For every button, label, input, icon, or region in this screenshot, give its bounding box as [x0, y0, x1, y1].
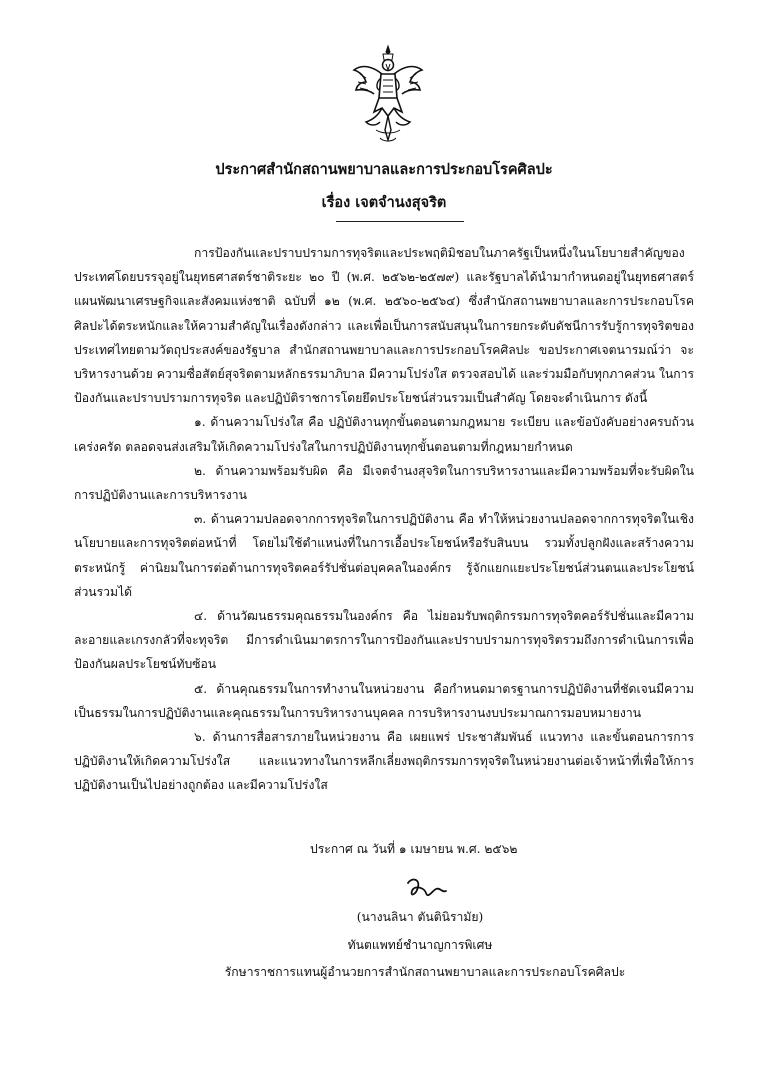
- item-accountability: ๒. ด้านความพร้อมรับผิด คือ มีเจตจำนงสุจริตในการบริหารงานและมีความพร้อมที่จะรับผิดในการปฏิบัติงานและการบริหารงาน: [74, 463, 694, 503]
- announcement-title: ประกาศสำนักสถานพยาบาลและการประกอบโรคศิลปะ: [215, 161, 553, 178]
- announcement-body: [74, 241, 694, 798]
- announcement-date: ประกาศ ณ วันที่ ๑ เมษายน พ.ศ. ๒๕๖๒: [310, 842, 518, 856]
- title-underline: [336, 221, 464, 222]
- signatory-acting-for: รักษาราชการแทนผู้อำนวยการสำนักสถานพยาบาลและการประกอบโรคศิลปะ: [224, 965, 626, 979]
- signatory-name: (นางนลินา ตันตินิรามัย): [356, 910, 484, 924]
- item-transparency: ๑. ด้านความโปร่งใส คือ ปฏิบัติงานทุกขั้นตอนตามกฎหมาย ระเบียบ และข้อบังคับอย่างครบถ้วน เคร่งครัด ตลอดจนส่งเสริมให้เกิดความโปร่งใสในการปฏิบัติงานทุกขั้นตอนตามที่กฎหมายกำหนด: [74, 415, 694, 454]
- item-integrity-culture: ๔. ด้านวัฒนธรรมคุณธรรมในองค์กร คือ ไม่ยอมรับพฤติกรรมการทุจริตคอร์รัปชั่นและมีความละอายและเกรงกลัวที่จะทุจริต มีการดำเนินมาตรการในการป้องกันและปราบปรามการทุจริตรวมถึงการดำเนินการเพื่อป้องกันผลประโยชน์ทับซ้อน: [74, 609, 694, 672]
- announcement-subject: เรื่อง เจตจำนงสุจริต: [321, 194, 447, 211]
- handwritten-signature: [402, 873, 462, 907]
- item-work-integrity: ๕. ด้านคุณธรรมในการทำงานในหน่วยงาน คือกำหนดมาตรฐานการปฏิบัติงานที่ชัดเจนมีความเป็นธรรมในการปฏิบัติงานและคุณธรรมในการบริหารงานบุคคล การบริหารงานงบประมาณการมอบหมายงาน: [74, 681, 694, 720]
- intro-paragraph: การป้องกันและปราบปรามการทุจริตและประพฤติมิชอบในภาครัฐเป็นหนึ่งในนโยบายสำคัญของประเทศโดยบรรจุอยู่ในยุทธศาสตร์ชาติระยะ ๒๐ ปี (พ.ศ. ๒๕๖๒-๒๕๗๙) และรัฐบาลได้นำมากำหนดอยู่ในยุทธศาสตร์แผนพัฒนาเศรษฐกิจและสังคมแห่งชาติ ฉบับที่ ๑๒ (พ.ศ. ๒๕๖๐-๒๕๖๔) ซึ่งสำนักสถานพยาบาลและการประกอบโรคศิลปะได้ตระหนักและให้ความสำคัญในเรื่องดังกล่าว และเพื่อเป็นการสนับสนุนในการยกระดับดัชนีการรับรู้การทุจริตของประเทศไทยตามวัตถุประสงค์ของรัฐบาล สำนักสถานพยาบาลและการประกอบโรคศิลปะ ขอประกาศเจตนารมณ์ว่า จะบริหารงานด้วย ความซื่อสัตย์สุจริตตามหลักธรรมาภิบาล มีความโปร่งใส ตรวจสอบได้ และร่วมมือกับทุกภาคส่วน ในการป้องกันและปราบปรามการทุจริต และปฏิบัติราชการโดยยึดประโยชน์ส่วนรวมเป็นสำคัญ โดยจะดำเนินการ ดังนี้: [74, 246, 694, 406]
- item-internal-communication: ๖. ด้านการสื่อสารภายในหน่วยงาน คือ เผยแพร่ ประชาสัมพันธ์ แนวทาง และขั้นตอนการการปฏิบัติงานให้เกิดความโปร่งใส และแนวทางในการหลีกเลี่ยงพฤติกรรมการทุจริตในหน่วยงานต่อเจ้าหน้าที่เพื่อให้การปฏิบัติงานเป็นไปอย่างถูกต้อง และมีความโปร่งใส: [74, 730, 694, 793]
- garuda-emblem-icon: [352, 44, 424, 148]
- signatory-position: ทันตแพทย์ชำนาญการพิเศษ: [347, 938, 493, 952]
- item-corruption-free: ๓. ด้านความปลอดจากการทุจริตในการปฏิบัติงาน คือ ทำให้หน่วยงานปลอดจากการทุจริตในเชิงนโยบายและการทุจริตต่อหน้าที่ โดยไม่ใช้ตำแหน่งที่ในการเอื้อประโยชน์หรือรับสินบน รวมทั้งปลูกฝังและสร้างความตระหนักรู้ ค่านิยมในการต่อต้านการทุจริตคอร์รัปชั่นต่อบุคคลในองค์กร รู้จักแยกแยะประโยชน์ส่วนตนและประโยชน์ส่วนรวมได้: [74, 512, 694, 599]
